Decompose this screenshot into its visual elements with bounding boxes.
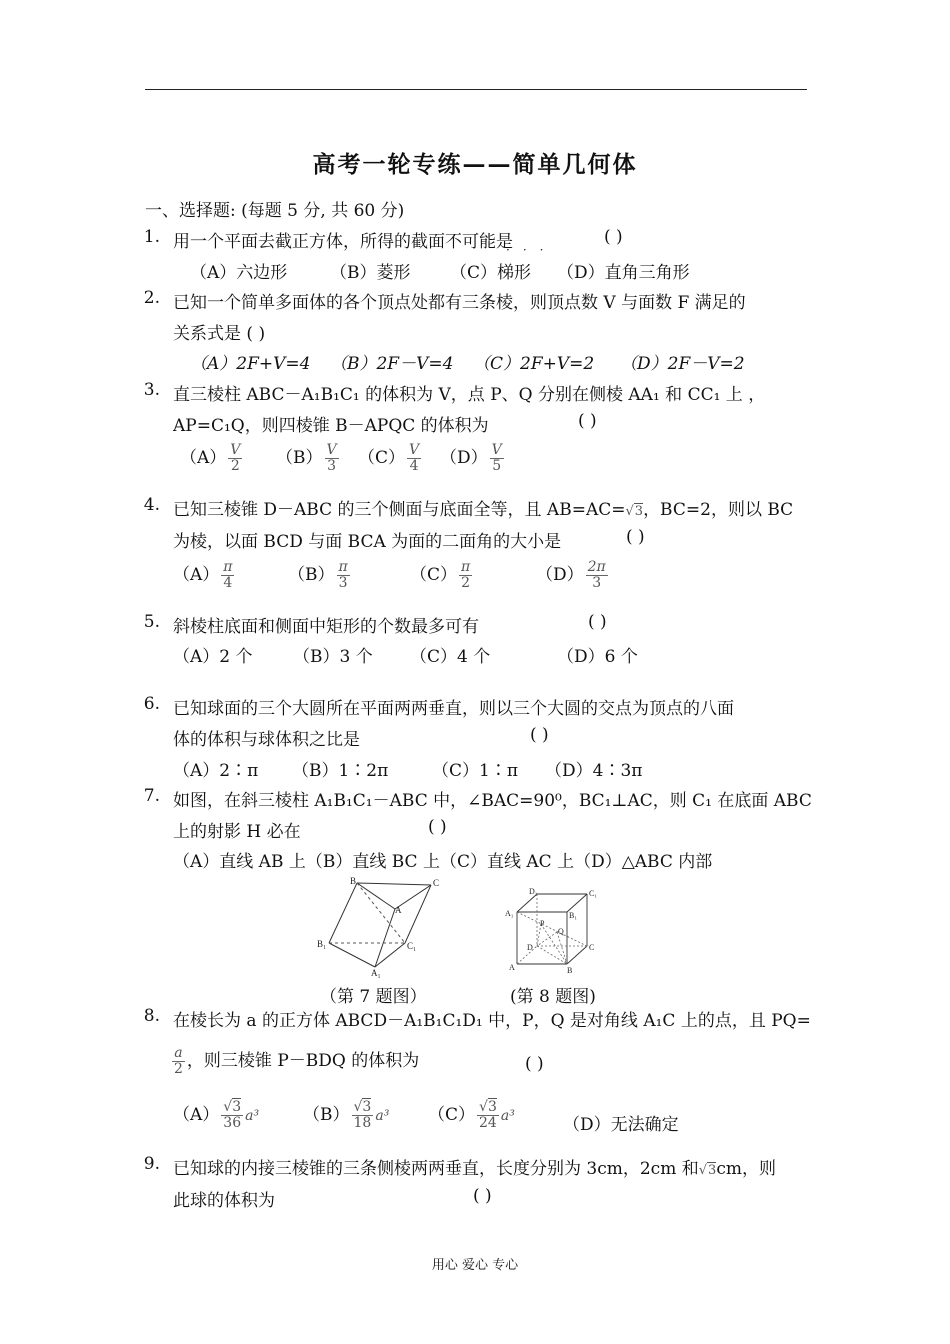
fraction-denominator: 2 <box>174 1061 183 1077</box>
fraction-denominator: 18 <box>353 1115 372 1131</box>
fraction-denominator: 3 <box>338 575 348 591</box>
q3-option-c-label: （C） <box>358 448 406 468</box>
vertex-label: C₁ <box>589 889 598 898</box>
q4-option-a-fraction <box>221 560 234 590</box>
q7-line2: 上的射影 H 必在 <box>173 822 301 842</box>
q8-option-c-label: （C） <box>428 1105 476 1125</box>
q4-line2: 为棱，以面 BCD 与面 BCA 为面的二面角的大小是 <box>173 532 562 552</box>
vertex-label: A <box>395 905 402 915</box>
vertex-label: Q <box>558 927 564 936</box>
q8-option-b-label: （B） <box>303 1105 350 1125</box>
q4-option-b-fraction <box>337 560 350 590</box>
vertex-label: D₁ <box>529 887 538 896</box>
q6-number: 6. <box>143 694 160 714</box>
q8-fraction <box>172 1046 185 1076</box>
q7-line1: 如图，在斜三棱柱 A₁B₁C₁－ABC 中，∠BAC=90⁰，BC₁⊥AC，则 C₁ 在底面 ABC <box>173 791 812 811</box>
q5-option-d: （D）6 个 <box>557 647 638 667</box>
edge <box>567 894 587 912</box>
fraction-numerator: V <box>230 442 241 459</box>
vertex-label: D <box>527 943 533 952</box>
radicand: 3 <box>487 1099 497 1116</box>
fraction-numerator: √3 <box>353 1099 372 1116</box>
page-footer: 用心 爱心 专心 <box>431 1258 519 1273</box>
radicand: 3 <box>232 1099 242 1116</box>
vertex-label: C₁ <box>407 941 417 951</box>
q1-option-b: （B）菱形 <box>330 263 411 283</box>
q4-line1 <box>173 495 793 520</box>
figure-7-caption: （第 7 题图） <box>320 987 427 1007</box>
section-heading: 一、选择题: (每题 5 分, 共 60 分) <box>145 201 405 221</box>
q4-radicand: 3 <box>634 504 644 519</box>
q4-number: 4. <box>143 495 160 515</box>
q8-line2 <box>170 1046 419 1077</box>
edge <box>357 883 395 909</box>
q8-line2-text: ，则三棱锥 P－BDQ 的体积为 <box>186 1051 420 1071</box>
q9-number: 9. <box>143 1154 160 1174</box>
q5-option-c: （C）4 个 <box>410 647 491 667</box>
vertex-label: A₁ <box>371 968 381 978</box>
fraction-denominator: 5 <box>492 458 502 474</box>
q6-option-c: （C）1∶π <box>432 761 518 781</box>
q9-line1-end: cm，则 <box>716 1159 776 1179</box>
vertex-label: B <box>350 876 357 886</box>
hidden-edge <box>537 932 557 946</box>
fraction-denominator: 3 <box>327 458 337 474</box>
q3-option-a <box>180 443 244 474</box>
unit-a-cubed: a³ <box>375 1108 390 1124</box>
vertex-label: B <box>567 966 573 975</box>
q4-line1-end: ，BC=2，则以 BC <box>643 500 794 520</box>
fraction-numerator: π <box>338 559 348 576</box>
q3-option-d-label: （D） <box>440 448 488 468</box>
q4-option-d <box>536 560 610 591</box>
q1-option-a: （A）六边形 <box>190 263 288 283</box>
q8-option-c-fraction <box>477 1100 499 1130</box>
q2-number: 2. <box>143 288 160 308</box>
sqrt-sign: √ <box>698 1163 708 1178</box>
vertex-label: A <box>509 963 515 972</box>
q8-line1: 在棱长为 a 的正方体 ABCD－A₁B₁C₁D₁ 中，P，Q 是对角线 A₁C 上的点，且 PQ= <box>173 1011 811 1031</box>
q6-option-b: （B）1∶2π <box>292 761 389 781</box>
q4-option-d-fraction <box>586 560 608 590</box>
q5-text: 斜棱柱底面和侧面中矩形的个数最多可有 <box>173 617 479 637</box>
q3-line2: AP=C₁Q，则四棱锥 B－APQC 的体积为 <box>173 416 489 436</box>
q5-number: 5. <box>143 612 160 632</box>
edge <box>329 943 375 967</box>
fraction-numerator: √3 <box>479 1099 497 1116</box>
q8-number: 8. <box>143 1006 160 1026</box>
q2-option-b: （B）2F－V=4 <box>330 354 454 374</box>
q1-option-d: （D）直角三角形 <box>557 263 690 283</box>
q6-line2: 体的体积与球体积之比是 <box>173 730 360 750</box>
q3-option-b-label: （B） <box>276 448 323 468</box>
q6-option-d: （D）4∶3π <box>545 761 643 781</box>
fraction-numerator: π <box>223 559 233 576</box>
fraction-numerator: a <box>172 1046 185 1062</box>
q2-option-d: （D）2F－V=2 <box>620 354 745 374</box>
fraction-numerator: V <box>491 442 502 459</box>
q7-options: （A）直线 AB 上（B）直线 BC 上（C）直线 AC 上（D）△ABC 内部 <box>173 852 713 872</box>
vertex-label: C <box>433 878 440 888</box>
q4-paren: ( ) <box>626 527 645 547</box>
vertex-label: B₁ <box>569 911 578 920</box>
q4-option-d-label: （D） <box>536 565 584 585</box>
vertex-label: B₁ <box>317 939 327 949</box>
q2-option-c: （C）2F+V=2 <box>473 354 595 374</box>
q4-option-a <box>173 560 236 591</box>
fraction-denominator: 2 <box>461 575 471 591</box>
q1-paren: ( ) <box>604 227 623 247</box>
unit-a-cubed: a³ <box>500 1108 515 1124</box>
q3-option-d <box>440 443 506 474</box>
q3-option-d-fraction <box>490 443 504 473</box>
q3-option-a-label: （A） <box>180 448 227 468</box>
q5-option-b: （B）3 个 <box>293 647 373 667</box>
fraction-denominator: 3 <box>592 575 602 591</box>
q5-option-a: （A）2 个 <box>173 647 253 667</box>
figure-7-prism <box>315 876 445 980</box>
edge <box>517 894 537 912</box>
q4-line1-start: 已知三棱锥 D－ABC 的三个侧面与底面全等，且 AB=AC= <box>173 500 626 520</box>
q8-option-b-fraction <box>352 1100 374 1130</box>
q1-number: 1. <box>143 227 160 247</box>
fraction-numerator: 2π <box>587 559 606 576</box>
q3-option-a-fraction <box>228 443 242 473</box>
q4-option-c-fraction <box>459 560 472 590</box>
emphasis-dots: ··· <box>506 243 557 257</box>
q7-paren: ( ) <box>428 817 447 837</box>
page-title: 高考一轮专练——简单几何体 <box>312 151 638 178</box>
edge <box>329 883 357 943</box>
header-rule <box>145 89 807 90</box>
q7-number: 7. <box>143 786 160 806</box>
fraction-numerator: V <box>326 442 337 459</box>
q8-option-c <box>428 1100 515 1131</box>
q6-option-a: （A）2∶π <box>173 761 259 781</box>
fraction-denominator: 4 <box>409 458 419 474</box>
fraction-denominator: 24 <box>479 1115 497 1131</box>
unit-a-cubed: a³ <box>245 1108 260 1124</box>
q6-line1: 已知球面的三个大圆所在平面两两垂直，则以三个大圆的交点为顶点的八面 <box>173 699 734 719</box>
fraction-denominator: 36 <box>223 1115 242 1131</box>
q4-option-c-label: （C） <box>410 565 458 585</box>
q9-paren: ( ) <box>473 1186 492 1206</box>
q2-option-a: （A）2F+V=4 <box>190 354 311 374</box>
fraction-denominator: 2 <box>230 458 240 474</box>
q3-option-c-fraction <box>407 443 421 473</box>
vertex-label: C <box>589 943 595 952</box>
edge <box>357 883 431 885</box>
fraction-numerator: √3 <box>223 1099 242 1116</box>
q4-option-c <box>410 560 474 591</box>
fraction-denominator: 4 <box>223 575 233 591</box>
fraction-numerator: π <box>461 559 471 576</box>
figure-8-cube <box>505 884 605 976</box>
q1-option-c: （C）梯形 <box>450 263 532 283</box>
q3-paren: ( ) <box>578 411 597 431</box>
q4-option-b <box>288 560 352 591</box>
q8-option-a-label: （A） <box>173 1105 220 1125</box>
vertex-label: A₁ <box>505 909 514 918</box>
q2-line1: 已知一个简单多面体的各个顶点处都有三条棱，则顶点数 V 与面数 F 满足的 <box>173 293 746 313</box>
q9-line1 <box>173 1154 776 1179</box>
q9-line2: 此球的体积为 <box>173 1191 275 1211</box>
q3-number: 3. <box>143 380 160 400</box>
q3-option-b <box>276 443 341 474</box>
q8-option-b <box>303 1100 389 1131</box>
q4-option-b-label: （B） <box>288 565 335 585</box>
q1-text: 用一个平面去截正方体，所得的截面不可能是 <box>173 232 513 252</box>
q8-option-a-fraction <box>221 1100 243 1130</box>
edge <box>567 946 587 964</box>
sqrt-sign: √ <box>625 504 634 519</box>
q9-line1-start: 已知球的内接三棱锥的三条侧棱两两垂直，长度分别为 3cm，2cm 和 <box>173 1159 699 1179</box>
q2-line2: 关系式是 ( ) <box>173 324 266 344</box>
q3-option-c <box>358 443 423 474</box>
q9-radicand: 3 <box>708 1163 717 1178</box>
fraction-numerator: V <box>409 442 420 459</box>
radicand: 3 <box>362 1099 372 1116</box>
q8-option-a <box>173 1100 259 1131</box>
q5-paren: ( ) <box>588 612 607 632</box>
figure-8-caption: (第 8 题图) <box>510 987 596 1007</box>
q8-paren: ( ) <box>525 1054 544 1074</box>
q3-option-b-fraction <box>325 443 339 473</box>
q4-option-a-label: （A） <box>173 565 220 585</box>
q3-line1: 直三棱柱 ABC－A₁B₁C₁ 的体积为 V，点 P、Q 分别在侧棱 AA₁ 和 CC₁ 上 ， <box>173 385 766 405</box>
q6-paren: ( ) <box>530 725 549 745</box>
vertex-label: P <box>540 919 545 928</box>
q8-option-d: （D）无法确定 <box>563 1115 679 1135</box>
